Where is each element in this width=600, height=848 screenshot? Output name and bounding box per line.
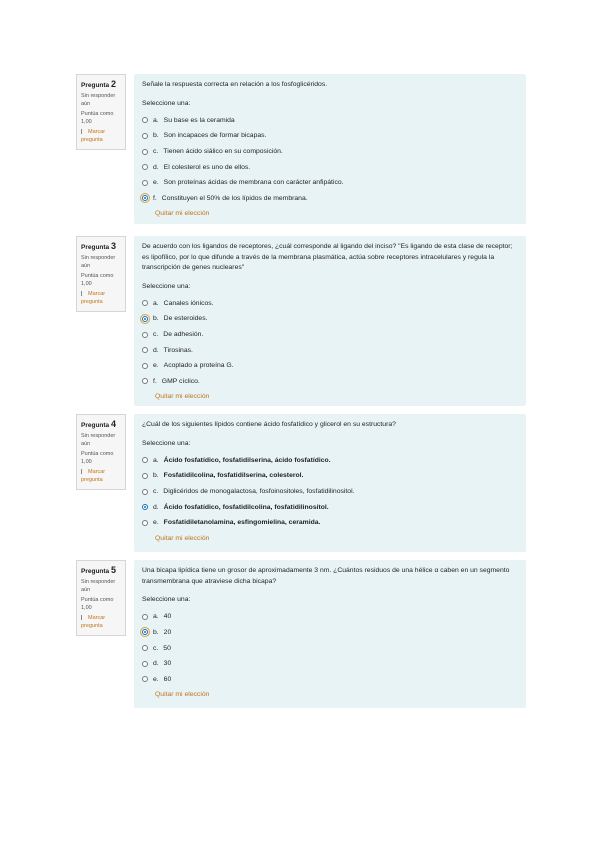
clear-choice-link[interactable]: Quitar mi elección [155,534,210,542]
flag-icon [81,291,86,296]
flag-icon [81,129,86,134]
answer-option-selected[interactable]: b. De esteroides. [142,311,517,327]
question-points: Puntúa como 1,00 [81,596,114,611]
radio-button[interactable] [142,300,148,306]
question-status: Sin responder aún [81,579,116,594]
select-prompt: Seleccione una: [142,282,191,290]
flag-question-link[interactable]: Marcar pregunta [81,290,106,305]
question-info-5 [76,560,126,636]
answer-option[interactable]: b. Son incapaces de formar bicapas. [142,128,517,144]
radio-button[interactable] [142,457,148,463]
answer-option[interactable]: d. 30 [142,656,517,672]
radio-button[interactable] [142,473,148,479]
answer-option[interactable]: c. De adhesión. [142,327,517,343]
radio-button[interactable] [142,133,148,139]
question-text: Señale la respuesta correcta en relación a los fosfoglicéridos. [142,81,328,88]
radio-button[interactable] [142,117,148,123]
radio-button[interactable] [142,363,148,369]
question-label: Pregunta [81,82,110,89]
answer-option[interactable]: c. 50 [142,640,517,656]
question-label: Pregunta [81,422,110,429]
clear-choice-link[interactable]: Quitar mi elección [155,691,210,699]
radio-button-selected[interactable] [142,316,148,322]
answer-option[interactable]: b. Fosfatidilcolina, fosfatidilserina, colesterol. [142,468,517,484]
question-card-2 [134,74,526,224]
answer-option[interactable]: a. Su base es la ceramida [142,113,517,129]
radio-button[interactable] [142,347,148,353]
answer-option-selected[interactable]: b. 20 [142,625,517,641]
radio-button[interactable] [142,520,148,526]
answer-option[interactable]: d. El colesterol es uno de ellos. [142,159,517,175]
answer-option[interactable]: a. 40 [142,609,517,625]
answer-option[interactable]: e. Fosfatidiletanolamina, esfingomielina, ceramida. [142,515,517,531]
answer-option[interactable]: c. Diglicéridos de monogalactosa, fosfoinositoles, fosfatidilinositol. [142,484,517,500]
flag-icon [81,469,86,474]
clear-choice-link[interactable]: Quitar mi elección [155,393,210,401]
select-prompt: Seleccione una: [142,99,191,107]
question-text: De acuerdo con los ligandos de receptores, ¿cuál corresponde al ligando del inciso? "Es ligando de esta clase de receptor; es lipofílico, por lo que difunde a través de la membrana plasmática, actúa sobre receptores intracelulares y regula la transcripción de genes nucleares" [142,243,513,272]
radio-button[interactable] [142,332,148,338]
question-number: 2 [110,79,116,89]
answer-option[interactable]: e. Son proteínas ácidas de membrana con carácter anfipático. [142,175,517,191]
question-card-3 [134,236,526,406]
radio-button[interactable] [142,661,148,667]
question-status: Sin responder aún [81,255,116,270]
question-label: Pregunta [81,244,110,251]
answer-option-selected[interactable]: d. Ácido fosfatídico, fosfatidilcolina, fosfatidilinositol. [142,499,517,515]
flag-question-link[interactable]: Marcar pregunta [81,468,106,483]
question-points: Puntúa como 1,00 [81,272,114,287]
answer-option[interactable]: d. Tirosinas. [142,342,517,358]
question-number: 5 [110,565,116,575]
question-info-2 [76,74,126,150]
answer-option[interactable]: e. 60 [142,671,517,687]
flag-icon [81,615,86,620]
question-label: Pregunta [81,568,110,575]
question-text: ¿Cuál de los siguientes lípidos contiene ácido fosfatídico y glicerol en su estructura? [142,421,396,428]
radio-button[interactable] [142,164,148,170]
select-prompt: Seleccione una: [142,596,191,604]
radio-button[interactable] [142,645,148,651]
answer-option[interactable]: a. Canales iónicos. [142,296,517,312]
radio-button-selected[interactable] [142,629,148,635]
radio-button[interactable] [142,180,148,186]
radio-button[interactable] [142,489,148,495]
clear-choice-link[interactable]: Quitar mi elección [155,210,210,218]
flag-question-link[interactable]: Marcar pregunta [81,614,106,629]
radio-button[interactable] [142,676,148,682]
question-points: Puntúa como 1,00 [81,110,114,125]
answer-option[interactable]: e. Acoplado a proteína G. [142,358,517,374]
question-info-4 [76,414,126,490]
radio-button-selected[interactable] [142,504,148,510]
answer-option[interactable]: f. GMP cíclico. [142,374,517,390]
flag-question-link[interactable]: Marcar pregunta [81,128,106,143]
radio-button-selected[interactable] [142,195,148,201]
question-status: Sin responder aún [81,433,116,448]
question-number: 3 [110,241,116,251]
radio-button[interactable] [142,149,148,155]
question-card-4 [134,414,526,552]
answer-option-selected[interactable]: f. Constituyen el 50% de los lípidos de membrana. [142,191,517,207]
question-number: 4 [110,419,116,429]
question-text: Una bicapa lipídica tiene un grosor de aproximadamente 3 nm. ¿Cuántos residuos de una hélice α caben en un segmento transmembrana que atraviese dicha bicapa? [142,567,510,585]
answer-option[interactable]: c. Tienen ácido siálico en su composición. [142,144,517,160]
question-info-3 [76,236,126,312]
question-card-5 [134,560,526,708]
radio-button[interactable] [142,614,148,620]
question-points: Puntúa como 1,00 [81,450,114,465]
answer-option[interactable]: a. Ácido fosfatídico, fosfatidilserina, ácido fosfatídico. [142,453,517,469]
select-prompt: Seleccione una: [142,439,191,447]
radio-button[interactable] [142,378,148,384]
question-status: Sin responder aún [81,93,116,108]
